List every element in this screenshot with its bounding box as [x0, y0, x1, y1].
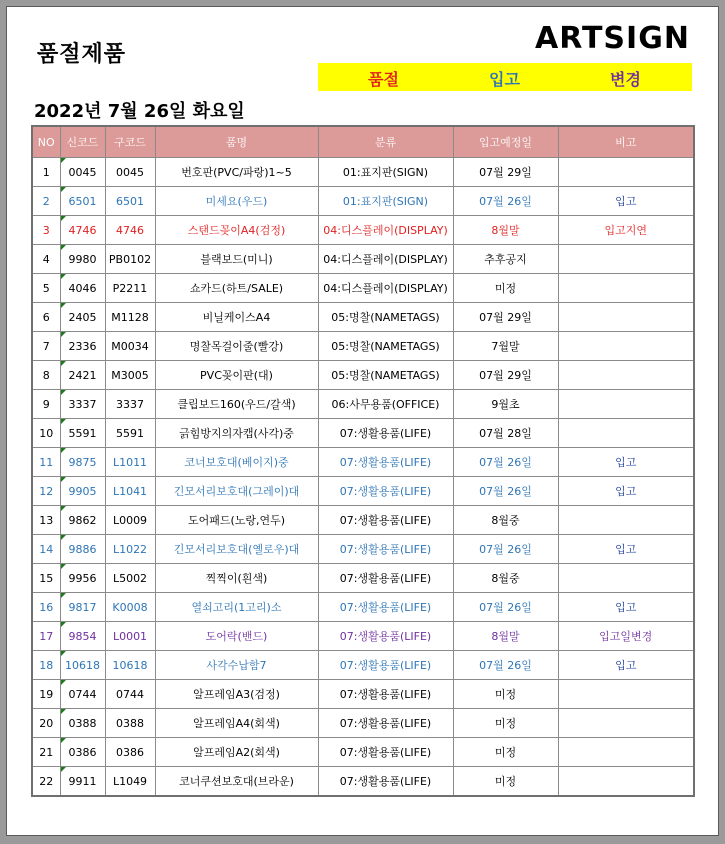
- cell-category: 04:디스플레이(DISPLAY): [318, 216, 453, 245]
- cell-new-code: 0045: [60, 158, 105, 187]
- cell-no: 10: [32, 419, 60, 448]
- cell-new-code: 9875: [60, 448, 105, 477]
- cell-category: 07:생활용품(LIFE): [318, 622, 453, 651]
- cell-old-code: 0388: [105, 709, 155, 738]
- cell-old-code: L1049: [105, 767, 155, 797]
- cell-name: 긴모서리보호대(그레이)대: [155, 477, 318, 506]
- cell-new-code: 0744: [60, 680, 105, 709]
- cell-old-code: K0008: [105, 593, 155, 622]
- cell-new-code: 9862: [60, 506, 105, 535]
- cell-name: PVC꽂이판(대): [155, 361, 318, 390]
- cell-no: 22: [32, 767, 60, 797]
- cell-note: [558, 564, 694, 593]
- legend-soldout: 품절: [368, 70, 399, 89]
- cell-old-code: 0386: [105, 738, 155, 767]
- cell-no: 13: [32, 506, 60, 535]
- cell-old-code: L0001: [105, 622, 155, 651]
- cell-name: 알프레임A4(회색): [155, 709, 318, 738]
- cell-new-code: 9905: [60, 477, 105, 506]
- col-header-no: NO: [32, 126, 60, 158]
- cell-name: 번호판(PVC/파랑)1~5: [155, 158, 318, 187]
- cell-name: 사각수납함7: [155, 651, 318, 680]
- cell-old-code: 3337: [105, 390, 155, 419]
- cell-note: [558, 390, 694, 419]
- cell-old-code: M0034: [105, 332, 155, 361]
- cell-name: 알프레임A3(검정): [155, 680, 318, 709]
- legend-restocked: 입고: [489, 70, 520, 89]
- cell-new-code: 4046: [60, 274, 105, 303]
- cell-name: 열쇠고리(1고리)소: [155, 593, 318, 622]
- table-row: [32, 187, 694, 216]
- cell-eta: 07월 26일: [453, 593, 558, 622]
- cell-eta: 07월 26일: [453, 477, 558, 506]
- cell-old-code: 4746: [105, 216, 155, 245]
- cell-no: 3: [32, 216, 60, 245]
- cell-eta: 07월 26일: [453, 448, 558, 477]
- cell-eta: 07월 28일: [453, 419, 558, 448]
- cell-note: [558, 158, 694, 187]
- cell-category: 01:표지판(SIGN): [318, 187, 453, 216]
- col-header-eta: 입고예정일: [453, 126, 558, 158]
- cell-category: 07:생활용품(LIFE): [318, 506, 453, 535]
- cell-new-code: 9886: [60, 535, 105, 564]
- cell-no: 14: [32, 535, 60, 564]
- status-legend: [318, 63, 692, 91]
- table-row: [32, 419, 694, 448]
- cell-new-code: 4746: [60, 216, 105, 245]
- table-row: [32, 593, 694, 622]
- table-row: [32, 709, 694, 738]
- cell-category: 07:생활용품(LIFE): [318, 651, 453, 680]
- table-row: [32, 332, 694, 361]
- cell-new-code: 2336: [60, 332, 105, 361]
- cell-eta: 8월중: [453, 564, 558, 593]
- cell-note: 입고: [558, 535, 694, 564]
- cell-category: 04:디스플레이(DISPLAY): [318, 274, 453, 303]
- cell-category: 07:생활용품(LIFE): [318, 767, 453, 797]
- cell-no: 18: [32, 651, 60, 680]
- cell-old-code: 5591: [105, 419, 155, 448]
- cell-eta: 7월말: [453, 332, 558, 361]
- cell-no: 7: [32, 332, 60, 361]
- table-row: [32, 477, 694, 506]
- cell-note: [558, 361, 694, 390]
- cell-name: 미세요(우드): [155, 187, 318, 216]
- cell-old-code: 0744: [105, 680, 155, 709]
- cell-new-code: 0386: [60, 738, 105, 767]
- cell-name: 스탠드꽂이A4(검정): [155, 216, 318, 245]
- cell-note: 입고: [558, 651, 694, 680]
- table-row: [32, 390, 694, 419]
- table-header-row: [32, 126, 694, 158]
- col-header-new-code: 신코드: [60, 126, 105, 158]
- cell-category: 04:디스플레이(DISPLAY): [318, 245, 453, 274]
- cell-old-code: L0009: [105, 506, 155, 535]
- cell-eta: 추후공지: [453, 245, 558, 274]
- table-row: [32, 535, 694, 564]
- cell-category: 07:생활용품(LIFE): [318, 709, 453, 738]
- table-row: [32, 158, 694, 187]
- cell-note: 입고: [558, 448, 694, 477]
- cell-no: 1: [32, 158, 60, 187]
- cell-category: 07:생활용품(LIFE): [318, 593, 453, 622]
- cell-old-code: L1011: [105, 448, 155, 477]
- cell-note: 입고: [558, 477, 694, 506]
- cell-eta: 07월 29일: [453, 361, 558, 390]
- cell-note: 입고일변경: [558, 622, 694, 651]
- cell-name: 도어락(밴드): [155, 622, 318, 651]
- cell-eta: 미정: [453, 738, 558, 767]
- cell-note: [558, 738, 694, 767]
- soldout-table: [31, 125, 695, 797]
- cell-name: 비닐케이스A4: [155, 303, 318, 332]
- cell-no: 21: [32, 738, 60, 767]
- cell-category: 07:생활용품(LIFE): [318, 477, 453, 506]
- cell-eta: 미정: [453, 709, 558, 738]
- cell-category: 01:표지판(SIGN): [318, 158, 453, 187]
- cell-note: [558, 245, 694, 274]
- cell-new-code: 10618: [60, 651, 105, 680]
- cell-eta: 8월중: [453, 506, 558, 535]
- col-header-name: 품명: [155, 126, 318, 158]
- table-row: [32, 738, 694, 767]
- cell-category: 07:생활용품(LIFE): [318, 448, 453, 477]
- cell-no: 8: [32, 361, 60, 390]
- table-row: [32, 622, 694, 651]
- cell-new-code: 9956: [60, 564, 105, 593]
- cell-category: 07:생활용품(LIFE): [318, 419, 453, 448]
- cell-name: 블랙보드(미니): [155, 245, 318, 274]
- cell-new-code: 9817: [60, 593, 105, 622]
- cell-eta: 미정: [453, 274, 558, 303]
- cell-name: 긴모서리보호대(옐로우)대: [155, 535, 318, 564]
- cell-old-code: L5002: [105, 564, 155, 593]
- cell-old-code: 10618: [105, 651, 155, 680]
- cell-old-code: PB0102: [105, 245, 155, 274]
- cell-new-code: 2405: [60, 303, 105, 332]
- cell-no: 17: [32, 622, 60, 651]
- cell-name: 도어패드(노랑,연두): [155, 506, 318, 535]
- cell-eta: 07월 26일: [453, 187, 558, 216]
- cell-name: 클립보드160(우드/갈색): [155, 390, 318, 419]
- cell-name: 코너보호대(베이지)중: [155, 448, 318, 477]
- cell-note: [558, 680, 694, 709]
- cell-note: 입고: [558, 187, 694, 216]
- table-row: [32, 361, 694, 390]
- cell-new-code: 5591: [60, 419, 105, 448]
- cell-no: 19: [32, 680, 60, 709]
- cell-eta: 미정: [453, 680, 558, 709]
- cell-old-code: 0045: [105, 158, 155, 187]
- table-row: [32, 216, 694, 245]
- cell-name: 명찰목걸이줄(빨강): [155, 332, 318, 361]
- legend-changed: 변경: [610, 70, 641, 89]
- cell-no: 11: [32, 448, 60, 477]
- cell-no: 9: [32, 390, 60, 419]
- cell-category: 07:생활용품(LIFE): [318, 535, 453, 564]
- cell-name: 긁힘방지의자캡(사각)중: [155, 419, 318, 448]
- cell-note: [558, 709, 694, 738]
- cell-eta: 07월 29일: [453, 303, 558, 332]
- cell-eta: 9월초: [453, 390, 558, 419]
- cell-category: 07:생활용품(LIFE): [318, 564, 453, 593]
- cell-no: 15: [32, 564, 60, 593]
- cell-new-code: 9980: [60, 245, 105, 274]
- document-page: [6, 6, 719, 836]
- cell-category: 07:생활용품(LIFE): [318, 680, 453, 709]
- cell-eta: 8월말: [453, 622, 558, 651]
- table-row: [32, 448, 694, 477]
- cell-note: 입고: [558, 593, 694, 622]
- col-header-old-code: 구코드: [105, 126, 155, 158]
- brand-logo: ARTSIGN: [535, 21, 690, 56]
- cell-category: 06:사무용품(OFFICE): [318, 390, 453, 419]
- cell-name: 알프레임A2(회색): [155, 738, 318, 767]
- report-date: 2022년 7월 26일 화요일: [34, 101, 245, 122]
- cell-new-code: 6501: [60, 187, 105, 216]
- table-row: [32, 767, 694, 797]
- table-row: [32, 303, 694, 332]
- cell-new-code: 3337: [60, 390, 105, 419]
- cell-old-code: M1128: [105, 303, 155, 332]
- cell-old-code: M3005: [105, 361, 155, 390]
- table-row: [32, 274, 694, 303]
- cell-no: 20: [32, 709, 60, 738]
- cell-name: 찍찍이(흰색): [155, 564, 318, 593]
- cell-no: 4: [32, 245, 60, 274]
- cell-eta: 07월 26일: [453, 535, 558, 564]
- cell-no: 5: [32, 274, 60, 303]
- cell-category: 05:명찰(NAMETAGS): [318, 303, 453, 332]
- cell-category: 07:생활용품(LIFE): [318, 738, 453, 767]
- cell-note: [558, 274, 694, 303]
- cell-note: [558, 303, 694, 332]
- page-title: 품절제품: [37, 42, 127, 67]
- cell-old-code: L1041: [105, 477, 155, 506]
- cell-category: 05:명찰(NAMETAGS): [318, 361, 453, 390]
- table-row: [32, 680, 694, 709]
- cell-old-code: L1022: [105, 535, 155, 564]
- cell-old-code: P2211: [105, 274, 155, 303]
- cell-note: [558, 506, 694, 535]
- cell-no: 16: [32, 593, 60, 622]
- cell-no: 6: [32, 303, 60, 332]
- cell-no: 12: [32, 477, 60, 506]
- cell-no: 2: [32, 187, 60, 216]
- cell-name: 쇼카드(하트/SALE): [155, 274, 318, 303]
- cell-eta: 미정: [453, 767, 558, 797]
- cell-new-code: 9854: [60, 622, 105, 651]
- table-row: [32, 506, 694, 535]
- table-row: [32, 564, 694, 593]
- cell-note: [558, 332, 694, 361]
- cell-category: 05:명찰(NAMETAGS): [318, 332, 453, 361]
- table-row: [32, 245, 694, 274]
- cell-eta: 8월말: [453, 216, 558, 245]
- cell-note: 입고지연: [558, 216, 694, 245]
- cell-new-code: 2421: [60, 361, 105, 390]
- cell-note: [558, 767, 694, 797]
- col-header-category: 분류: [318, 126, 453, 158]
- col-header-note: 비고: [558, 126, 694, 158]
- cell-eta: 07월 26일: [453, 651, 558, 680]
- cell-note: [558, 419, 694, 448]
- cell-eta: 07월 29일: [453, 158, 558, 187]
- table-row: [32, 651, 694, 680]
- cell-new-code: 9911: [60, 767, 105, 797]
- cell-name: 코너쿠션보호대(브라운): [155, 767, 318, 797]
- cell-old-code: 6501: [105, 187, 155, 216]
- cell-new-code: 0388: [60, 709, 105, 738]
